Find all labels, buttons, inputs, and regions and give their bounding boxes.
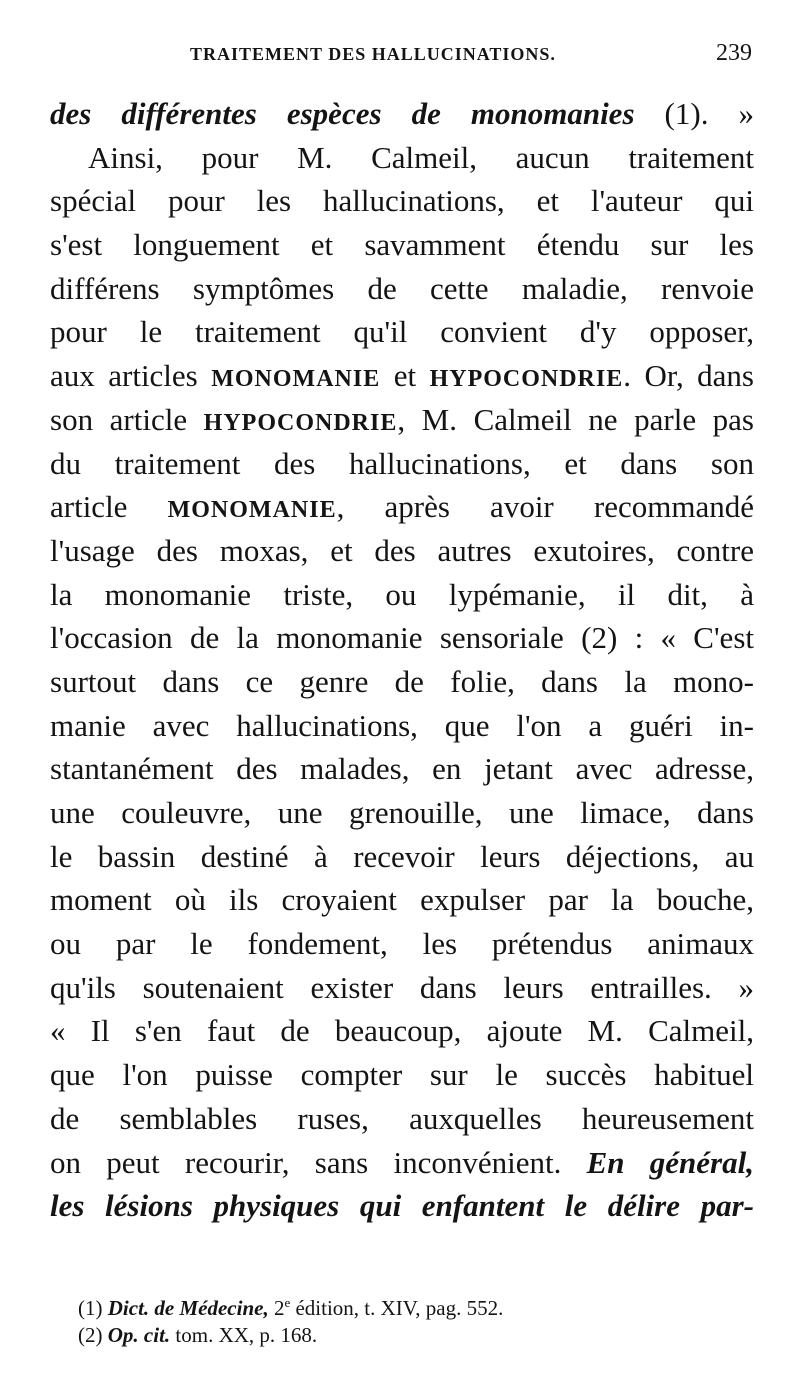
text-line <box>50 442 754 486</box>
text-segment: l'usage des moxas, et des autres exutoires, contre <box>50 532 754 568</box>
text-line <box>50 1009 754 1053</box>
italic-text: des différentes espèces de monomanies <box>50 96 635 131</box>
text-line <box>50 922 754 966</box>
text-segment: tom. XX, p. 168. <box>170 1323 318 1347</box>
superscript-text: e <box>284 1295 291 1310</box>
text-segment: son article <box>50 401 204 437</box>
text-segment: ou par le fondement, les prétendus animaux <box>50 926 754 962</box>
text-line <box>50 1097 754 1141</box>
text-segment: édition, t. XIV, pag. 552. <box>290 1296 504 1320</box>
italic-text: Op. cit. <box>107 1323 171 1347</box>
running-title: TRAITEMENT DES HALLUCINATIONS. <box>190 44 556 64</box>
text-segment: surtout dans ce genre de folie, dans la mono- <box>50 663 754 699</box>
text-segment: du traitement des hallucinations, et dans son <box>50 445 754 481</box>
text-segment: et <box>380 358 430 394</box>
text-line <box>50 398 754 442</box>
page-header <box>190 42 752 76</box>
text-line <box>50 136 754 180</box>
italic-text: En général, <box>586 1144 754 1180</box>
text-segment: Ainsi, pour M. Calmeil, aucun traitement <box>88 139 754 175</box>
text-line <box>50 485 754 529</box>
text-segment: aux articles <box>50 358 212 394</box>
text-line <box>50 966 754 1010</box>
text-line <box>50 747 754 791</box>
text-segment: (1). » <box>634 96 754 131</box>
text-segment: s'est longuement et savamment étendu sur les <box>50 227 754 263</box>
footnotes <box>78 1286 718 1352</box>
text-segment: (2) <box>78 1323 108 1347</box>
text-line <box>50 529 754 573</box>
small-caps-text: HYPOCONDRIE <box>429 366 624 393</box>
page-number: 239 <box>716 40 752 66</box>
text-line <box>50 616 754 660</box>
italic-text: Dict. de Médecine, <box>107 1296 269 1320</box>
text-segment: qu'ils soutenaient exister dans leurs entrailles. » <box>50 969 754 1005</box>
text-line <box>50 835 754 879</box>
text-segment: 2 <box>268 1296 285 1320</box>
small-caps-text: MONOMANIE <box>211 366 381 393</box>
text-line <box>50 1184 754 1228</box>
text-line <box>50 223 754 267</box>
text-segment: , après avoir recommandé <box>336 489 754 525</box>
text-segment: (1) <box>78 1296 108 1320</box>
text-line <box>50 1141 754 1185</box>
footnote <box>78 1286 718 1319</box>
text-line <box>50 704 754 748</box>
text-line <box>50 573 754 617</box>
text-segment: on peut recourir, sans inconvénient. <box>50 1144 587 1180</box>
text-segment: le bassin destiné à recevoir leurs déjections, au <box>50 838 754 874</box>
text-segment: différens symptômes de cette maladie, renvoie <box>50 270 754 306</box>
text-line <box>50 1053 754 1097</box>
text-segment: stantanément des malades, en jetant avec adresse, <box>50 751 754 787</box>
text-segment: « Il s'en faut de beaucoup, ajoute M. Calmeil, <box>50 1013 754 1049</box>
text-segment: une couleuvre, une grenouille, une limace, dans <box>50 795 754 830</box>
text-line <box>50 179 754 223</box>
text-segment: que l'on puisse compter sur le succès habituel <box>50 1057 754 1093</box>
text-line <box>50 791 754 835</box>
text-segment: manie avec hallucinations, que l'on a guéri in- <box>50 707 754 743</box>
small-caps-text: HYPOCONDRIE <box>203 409 398 436</box>
text-segment: l'occasion de la monomanie sensoriale (2) : « C'est <box>50 620 754 656</box>
text-segment: la monomanie triste, ou lypémanie, il dit, à <box>50 576 754 612</box>
text-line <box>50 267 754 311</box>
text-segment: moment où ils croyaient expulser par la bouche, <box>50 882 754 918</box>
text-segment: . Or, dans <box>623 358 754 394</box>
small-caps-text: MONOMANIE <box>167 497 337 524</box>
text-line <box>50 878 754 922</box>
body-text <box>50 92 754 1228</box>
text-segment: de semblables ruses, auxquelles heureusement <box>50 1100 754 1136</box>
footnote <box>78 1319 718 1352</box>
text-segment: spécial pour les hallucinations, et l'auteur qui <box>50 183 754 219</box>
text-line <box>50 92 754 136</box>
text-segment: pour le traitement qu'il convient d'y opposer, <box>50 314 754 350</box>
text-line <box>50 354 754 398</box>
text-segment: article <box>50 489 168 525</box>
text-line <box>50 310 754 354</box>
italic-text: les lésions physiques qui enfantent le délire par- <box>50 1188 754 1224</box>
text-segment: , M. Calmeil ne parle pas <box>397 401 754 437</box>
text-line <box>50 660 754 704</box>
